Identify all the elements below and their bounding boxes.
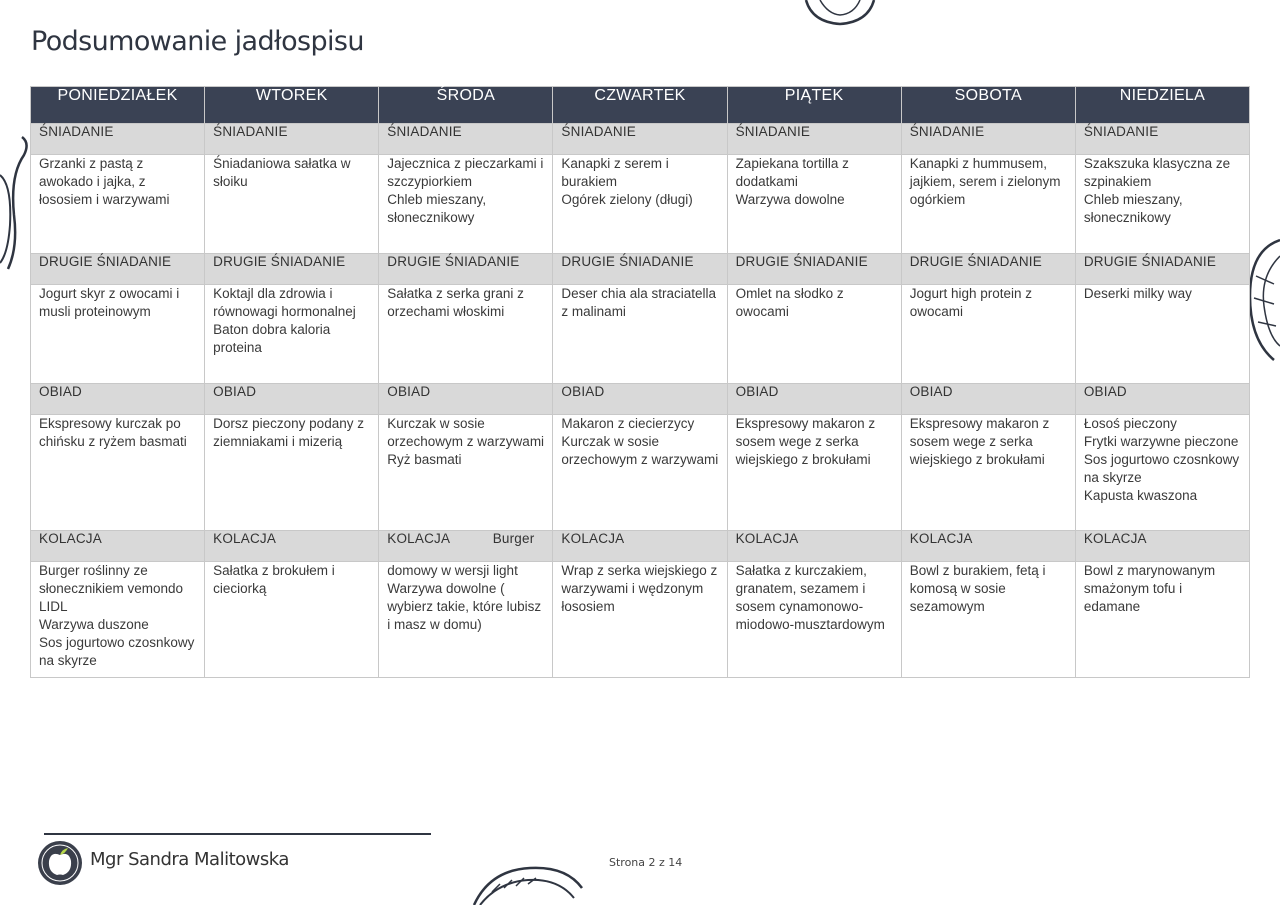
author-name: Mgr Sandra Malitowska [90, 849, 289, 870]
meal-label-second-breakfast: DRUGIE ŚNIADANIE [379, 254, 553, 285]
dinner-label-row [31, 531, 1250, 562]
meal-cell: Bowl z marynowanym smażonym tofu i edamane [1075, 562, 1249, 678]
meal-label-dinner: KOLACJA [553, 531, 727, 562]
meal-label-second-breakfast: DRUGIE ŚNIADANIE [205, 254, 379, 285]
meal-label-dinner: KOLACJA [31, 531, 205, 562]
meal-label-dinner: KOLACJA [727, 531, 901, 562]
meal-cell: Grzanki z pastą z awokado i jajka, z łososiem i warzywami [31, 155, 205, 254]
meal-cell: Ekspresowy makaron z sosem wege z serka wiejskiego z brokułami [901, 415, 1075, 531]
meal-label-lunch: OBIAD [553, 384, 727, 415]
day-header-wednesday: ŚRODA [379, 87, 553, 124]
meal-label-breakfast: ŚNIADANIE [205, 124, 379, 155]
meal-cell: Sałatka z brokułem i cieciorką [205, 562, 379, 678]
meal-label-breakfast: ŚNIADANIE [1075, 124, 1249, 155]
decorative-pepper-left-icon [0, 135, 34, 275]
meal-label-second-breakfast: DRUGIE ŚNIADANIE [31, 254, 205, 285]
meal-label-lunch: OBIAD [31, 384, 205, 415]
days-header-row [31, 87, 1250, 124]
meal-cell: Burger roślinny ze słonecznikiem vemondo LIDL Warzywa duszone Sos jogurtowo czosnkowy na skyrze [31, 562, 205, 678]
meal-label-lunch: OBIAD [727, 384, 901, 415]
breakfast-row [31, 155, 1250, 254]
decorative-vegetable-top-icon [800, 0, 880, 28]
meal-cell: Wrap z serka wiejskiego z warzywami i wędzonym łososiem [553, 562, 727, 678]
meal-cell: Kanapki z hummusem, jajkiem, serem i zielonym ogórkiem [901, 155, 1075, 254]
meal-cell: domowy w wersji light Warzywa dowolne ( wybierz takie, które lubisz i masz w domu) [379, 562, 553, 678]
breakfast-label-row [31, 124, 1250, 155]
footer-divider [44, 833, 431, 835]
apple-logo-icon [37, 840, 83, 886]
meal-cell: Deser chia ala straciatella z malinami [553, 285, 727, 384]
meal-cell: Ekspresowy kurczak po chińsku z ryżem basmati [31, 415, 205, 531]
meal-label-dinner: KOLACJA [901, 531, 1075, 562]
dinner-row [31, 562, 1250, 678]
meal-plan-table [30, 86, 1250, 678]
meal-cell: Omlet na słodko z owocami [727, 285, 901, 384]
meal-cell: Jogurt high protein z owocami [901, 285, 1075, 384]
dinner-label-extra: Burger [492, 531, 535, 546]
meal-label-breakfast: ŚNIADANIE [553, 124, 727, 155]
meal-cell: Jogurt skyr z owocami i musli proteinowym [31, 285, 205, 384]
meal-label-lunch: OBIAD [205, 384, 379, 415]
meal-label-breakfast: ŚNIADANIE [31, 124, 205, 155]
meal-label-second-breakfast: DRUGIE ŚNIADANIE [1075, 254, 1249, 285]
meal-cell: Makaron z ciecierzycy Kurczak w sosie orzechowym z warzywami [553, 415, 727, 531]
meal-cell: Sałatka z kurczakiem, granatem, sezamem i sosem cynamonowo-miodowo-musztardowym [727, 562, 901, 678]
second-breakfast-row [31, 285, 1250, 384]
second-breakfast-label-row [31, 254, 1250, 285]
meal-cell: Deserki milky way [1075, 285, 1249, 384]
lunch-row [31, 415, 1250, 531]
day-header-friday: PIĄTEK [727, 87, 901, 124]
meal-cell: Zapiekana tortilla z dodatkami Warzywa dowolne [727, 155, 901, 254]
meal-cell: Koktajl dla zdrowia i równowagi hormonalnej Baton dobra kaloria proteina [205, 285, 379, 384]
meal-cell: Łosoś pieczony Frytki warzywne pieczone Sos jogurtowo czosnkowy na skyrze Kapusta kwaszona [1075, 415, 1249, 531]
meal-cell: Szakszuka klasyczna ze szpinakiem Chleb mieszany, słonecznikowy [1075, 155, 1249, 254]
lunch-label-row [31, 384, 1250, 415]
meal-label-lunch: OBIAD [901, 384, 1075, 415]
meal-label-breakfast: ŚNIADANIE [727, 124, 901, 155]
day-header-saturday: SOBOTA [901, 87, 1075, 124]
meal-label-lunch: OBIAD [1075, 384, 1249, 415]
meal-label-dinner [379, 531, 553, 562]
day-header-thursday: CZWARTEK [553, 87, 727, 124]
meal-cell: Sałatka z serka grani z orzechami włoskimi [379, 285, 553, 384]
day-header-monday: PONIEDZIAŁEK [31, 87, 205, 124]
meal-label-breakfast: ŚNIADANIE [901, 124, 1075, 155]
meal-label-second-breakfast: DRUGIE ŚNIADANIE [553, 254, 727, 285]
meal-cell: Kurczak w sosie orzechowym z warzywami Ryż basmati [379, 415, 553, 531]
page-number: Strona 2 z 14 [609, 856, 683, 869]
meal-cell: Kanapki z serem i burakiem Ogórek zielony (długi) [553, 155, 727, 254]
meal-label-dinner: KOLACJA [1075, 531, 1249, 562]
page-title: Podsumowanie jadłospisu [31, 26, 364, 57]
day-header-sunday: NIEDZIELA [1075, 87, 1249, 124]
meal-label-second-breakfast: DRUGIE ŚNIADANIE [727, 254, 901, 285]
meal-cell: Jajecznica z pieczarkami i szczypiorkiem Chleb mieszany, słonecznikowy [379, 155, 553, 254]
meal-label-second-breakfast: DRUGIE ŚNIADANIE [901, 254, 1075, 285]
meal-label-dinner-text: KOLACJA [387, 531, 451, 546]
meal-cell: Bowl z burakiem, fetą i komosą w sosie sezamowym [901, 562, 1075, 678]
meal-cell: Ekspresowy makaron z sosem wege z serka wiejskiego z brokułami [727, 415, 901, 531]
day-header-tuesday: WTOREK [205, 87, 379, 124]
meal-label-dinner: KOLACJA [205, 531, 379, 562]
meal-label-lunch: OBIAD [379, 384, 553, 415]
meal-cell: Śniadaniowa sałatka w słoiku [205, 155, 379, 254]
decorative-grater-bottom-icon [470, 862, 585, 905]
meal-label-breakfast: ŚNIADANIE [379, 124, 553, 155]
meal-cell: Dorsz pieczony podany z ziemniakami i mizerią [205, 415, 379, 531]
